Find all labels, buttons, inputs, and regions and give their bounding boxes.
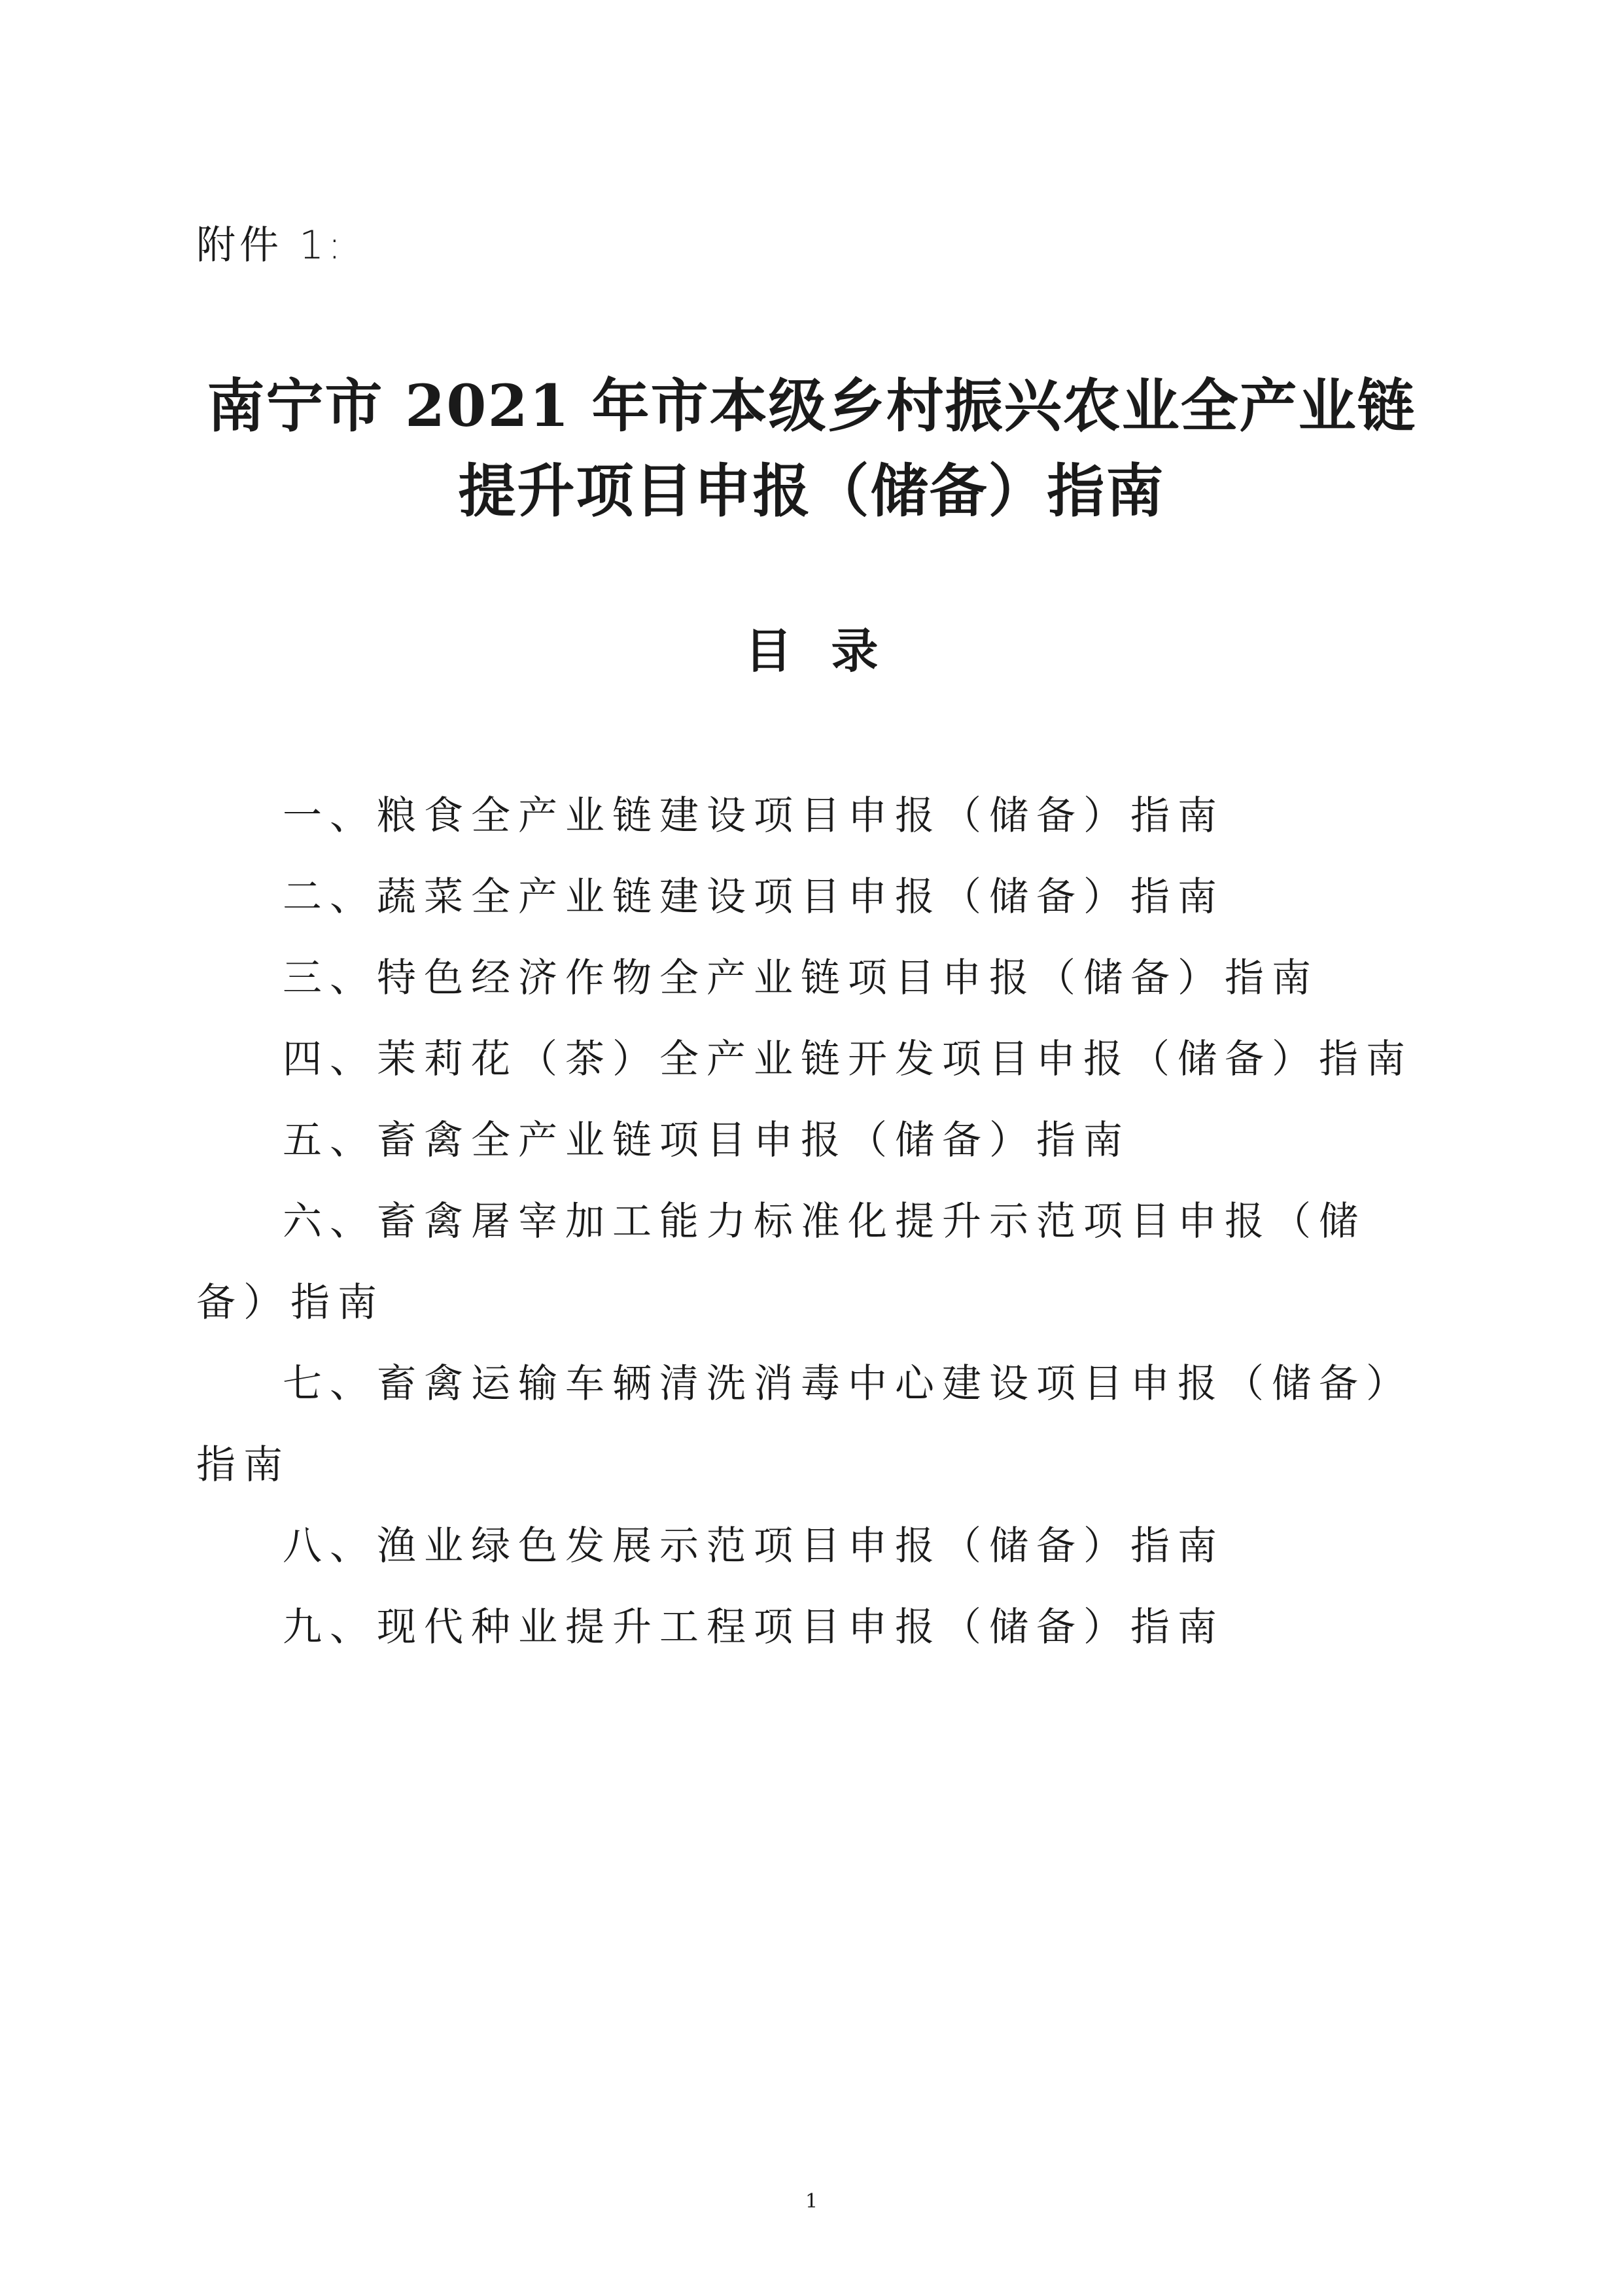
toc-item-1: 一、粮食全产业链建设项目申报（储备）指南 [283,793,1225,839]
toc-item-4: 四、茉莉花（茶）全产业链开发项目申报（储备）指南 [283,1036,1413,1082]
toc-item-3: 三、特色经济作物全产业链项目申报（储备）指南 [283,955,1319,1001]
page-number: 1 [805,2190,818,2213]
toc-heading: 目录 [744,624,918,679]
toc-item-2: 二、蔬菜全产业链建设项目申报（储备）指南 [283,874,1225,920]
toc-item-8: 八、渔业绿色发展示范项目申报（储备）指南 [283,1523,1225,1569]
attachment-label: 附件 1: [196,222,345,268]
document-title-line-1: 南宁市 2021 年市本级乡村振兴农业全产业链 [207,372,1416,440]
document-title-line-2: 提升项目申报（储备）指南 [458,457,1165,525]
table-of-contents [196,775,1439,1668]
toc-item-9: 九、现代种业提升工程项目申报（储备）指南 [283,1604,1225,1650]
toc-item-5: 五、畜禽全产业链项目申报（储备）指南 [283,1118,1130,1163]
toc-item-7: 七、畜禽运输车辆清洗消毒中心建设项目申报（储备）指南 [196,1361,1413,1488]
toc-item-6: 六、畜禽屠宰加工能力标准化提升示范项目申报（储备）指南 [196,1199,1366,1326]
